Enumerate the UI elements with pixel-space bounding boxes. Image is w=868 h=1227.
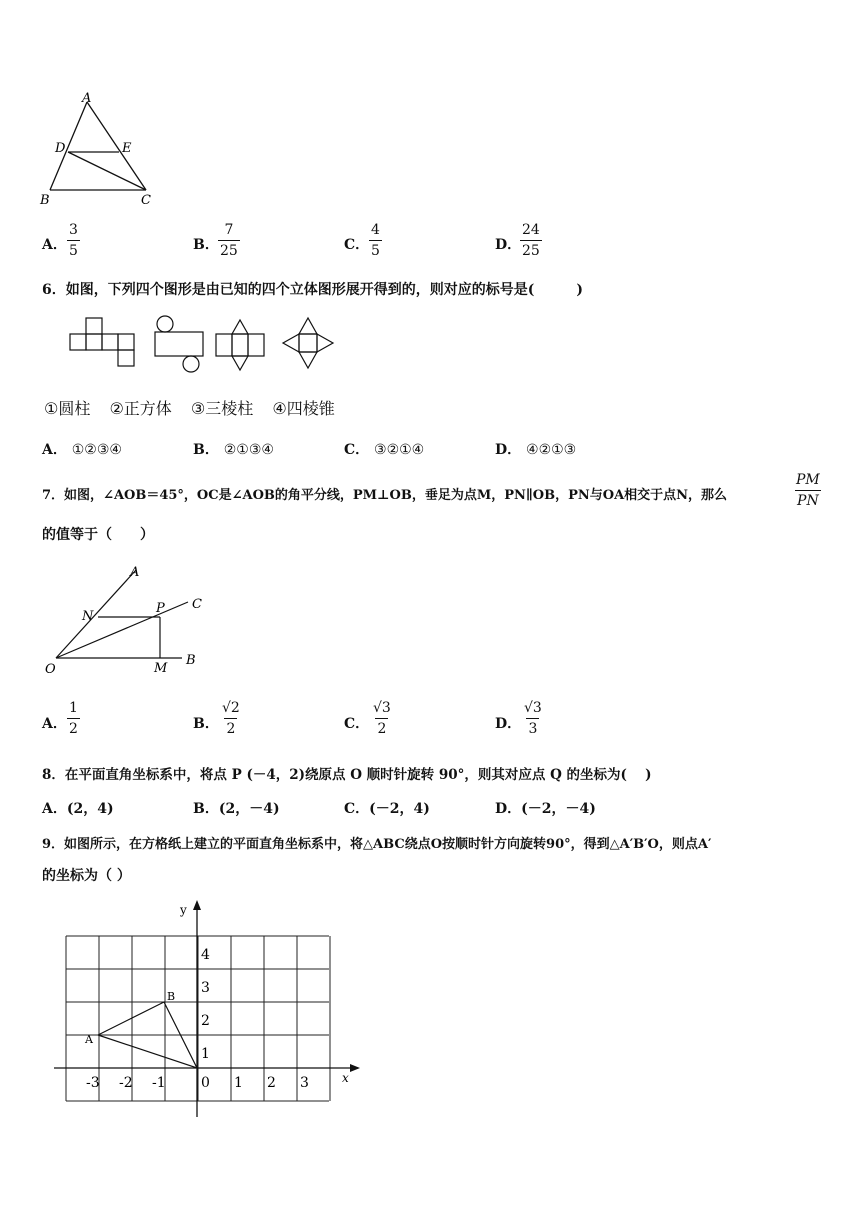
y-tick-label: 2: [201, 1013, 210, 1029]
q5-option-d-letter: D．: [495, 237, 522, 253]
q9-coordinate-grid: [40, 895, 370, 1125]
label-m: M: [154, 661, 168, 676]
legend-cube: ②正方体: [109, 399, 172, 418]
q6-stem: 6．如图，下列四个图形是由已知的四个立体图形展开得到的，则对应的标号是( ): [42, 282, 583, 298]
q7-stem-fraction: $\frac{PM}{PN}$: [796, 472, 820, 509]
y-tick-label: 4: [201, 947, 210, 963]
label-a: A: [82, 91, 92, 106]
q7-stem-line2: 的值等于（ ）: [42, 527, 154, 543]
q7-option-b-fraction: $\frac{√2}{2}$: [222, 700, 240, 737]
q7-option-c-fraction: $\frac{√3}{2}$: [373, 700, 391, 737]
q9-stem-line1: 9．如图所示，在方格纸上建立的平面直角坐标系中，将△ABC绕点O按顺时针方向旋转90°，得到△A′B′O，则点A′: [42, 837, 712, 852]
point-b-label: B: [167, 990, 176, 1003]
legend-pyramid: ④四棱锥: [272, 399, 335, 418]
q7-option-c-letter: C．: [344, 716, 370, 732]
x-axis-label: x: [342, 1071, 349, 1085]
x-axis-arrow-icon: [350, 1064, 360, 1072]
cube-net-icon: [70, 318, 134, 366]
triangle-abc-figure: [36, 90, 166, 212]
label-d: D: [55, 141, 66, 156]
q6-option-c: C． ③②①④: [344, 442, 425, 458]
label-b: B: [186, 653, 196, 668]
q7-stem-line1: 7．如图，∠AOB＝45°，OC是∠AOB的角平分线，PM⊥OB，垂足为点M，PN∥OB，PN与OA相交于点N，那么: [42, 488, 728, 503]
q8-option-b: B．(2，－4): [193, 801, 280, 817]
label-n: N: [82, 609, 94, 624]
x-tick-label: 0: [201, 1075, 210, 1091]
q6-option-a: A． ①②③④: [42, 442, 122, 458]
q5-option-b-letter: B．: [193, 237, 219, 253]
q8-stem: 8．在平面直角坐标系中，将点 P (－4，2)绕原点 O 顺时针旋转 90°，则其对应点 Q 的坐标为( ): [42, 767, 652, 783]
x-tick-label: -3: [86, 1075, 100, 1091]
x-tick-label: -2: [119, 1075, 133, 1091]
q5-option-a-letter: A．: [42, 237, 67, 253]
y-axis-arrow-icon: [193, 900, 201, 910]
q5-option-b-fraction: $\frac{7}{25}$: [220, 222, 238, 259]
label-b: B: [40, 193, 50, 208]
q5-option-a-fraction: $\frac{3}{5}$: [69, 222, 78, 259]
q7-angle-figure: [40, 560, 210, 680]
x-tick-label: 2: [267, 1075, 276, 1091]
prism-net-icon: [216, 320, 264, 370]
y-tick-label: 1: [201, 1046, 210, 1062]
label-c: C: [192, 597, 202, 612]
legend-prism: ③三棱柱: [190, 399, 254, 418]
point-a-label: A: [85, 1033, 93, 1046]
q9-stem-line2: 的坐标为（ ）: [42, 868, 131, 884]
label-o: O: [45, 662, 56, 677]
x-tick-label: -1: [152, 1075, 166, 1091]
q8-option-d: D．(－2，－4): [495, 801, 596, 817]
label-a: A: [130, 565, 140, 580]
q7-option-a-letter: A．: [42, 716, 67, 732]
q7-option-d-letter: D．: [495, 716, 522, 732]
q5-option-d-fraction: $\frac{24}{25}$: [522, 222, 540, 259]
cylinder-net-icon: [155, 316, 203, 372]
y-tick-label: 3: [201, 980, 210, 996]
q6-option-b: B． ②①③④: [193, 442, 274, 458]
q6-option-d: D． ④②①③: [495, 442, 577, 458]
label-p: P: [156, 601, 165, 616]
q7-option-d-fraction: $\frac{√3}{3}$: [524, 700, 542, 737]
label-e: E: [122, 141, 132, 156]
q7-option-a-fraction: $\frac{1}{2}$: [69, 700, 78, 737]
q5-option-c-letter: C．: [344, 237, 370, 253]
q8-option-a: A．(2，4): [42, 801, 114, 817]
q5-option-c-fraction: $\frac{4}{5}$: [371, 222, 380, 259]
x-tick-label: 1: [234, 1075, 243, 1091]
q6-legend: [44, 396, 349, 419]
q7-option-b-letter: B．: [193, 716, 219, 732]
label-c: C: [141, 193, 151, 208]
legend-cylinder: ①圆柱: [44, 399, 91, 418]
y-axis-label: y: [180, 903, 187, 917]
q6-nets-figure: [64, 314, 344, 376]
pyramid-net-icon: [283, 318, 333, 368]
x-tick-label: 3: [300, 1075, 309, 1091]
q8-option-c: C．(－2，4): [344, 801, 430, 817]
